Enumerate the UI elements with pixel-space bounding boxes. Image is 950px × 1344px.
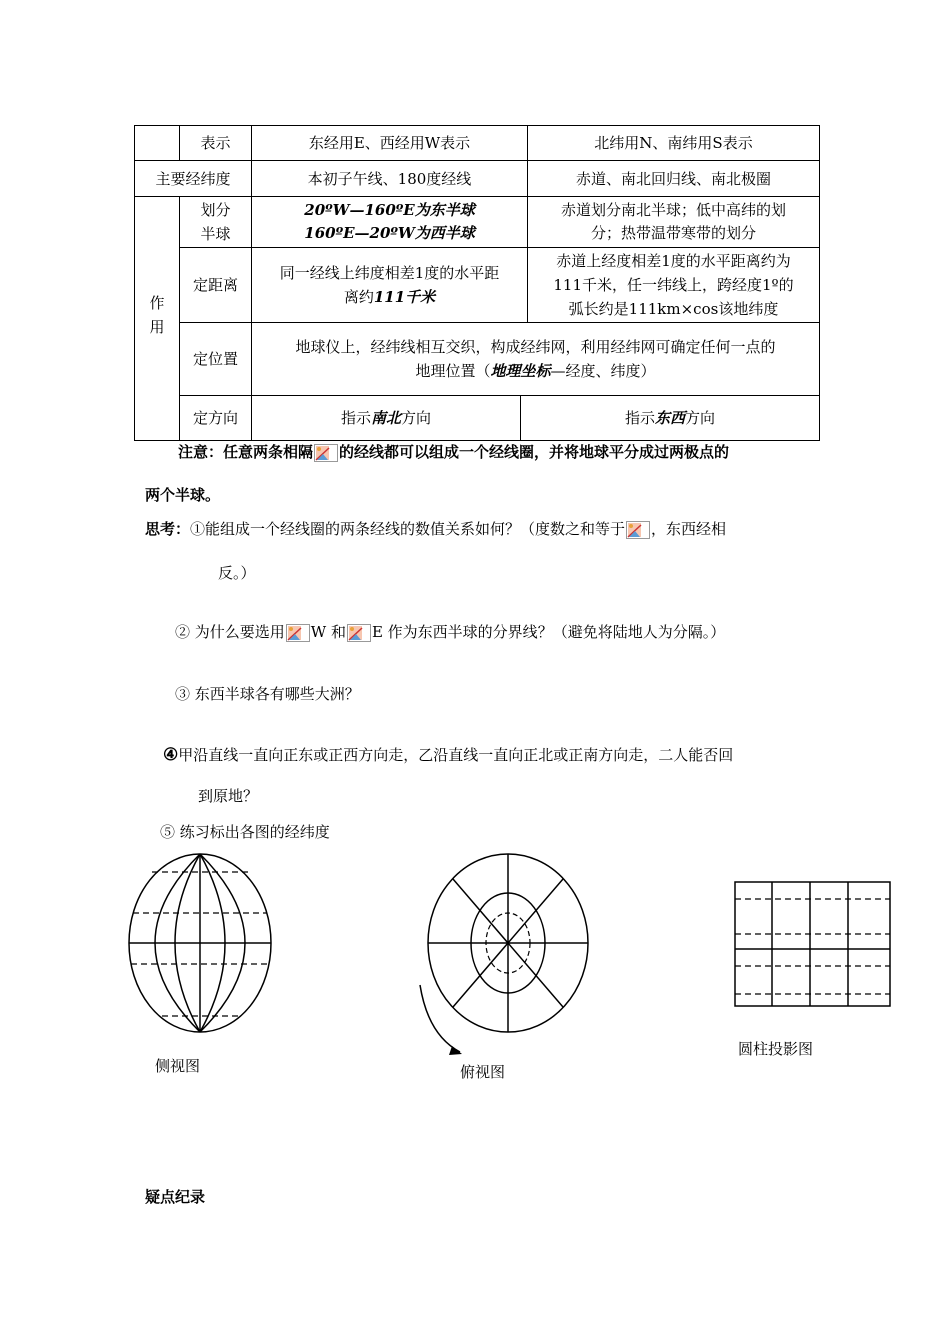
think-q2a: ② 为什么要选用: [175, 623, 285, 641]
top-view-globe: [420, 854, 588, 1055]
note-line-1a: 注意：任意两条相隔: [178, 443, 314, 461]
north-south-term: 南北: [370, 409, 401, 427]
think-q2c: E 作为东西半球的分界线？（避免将陆地人为分隔。）: [371, 623, 726, 641]
row-label-main-lines: 主要经纬度: [155, 169, 231, 188]
row-label-divide-1: 划分: [200, 201, 231, 219]
group-label-char-1: 作: [149, 294, 165, 312]
position-line-2a: 地理位置（: [415, 362, 491, 380]
think-q1a: ①能组成一个经线圈的两条经线的数值关系如何？（度数之和等于: [190, 520, 626, 538]
row-label-position: 定位置: [192, 350, 238, 368]
position-line-1: 地球仪上，经纬线相互交织，构成经纬网，利用经纬网可确定任何一点的: [295, 338, 776, 356]
think-q1b: ，东西经相: [651, 520, 727, 538]
parallel-division-2: 分；热带温带寒带的划分: [590, 224, 756, 242]
parallel-direction-c: 方向: [685, 409, 716, 427]
note-line-2: 两个半球。: [145, 486, 221, 504]
meridian-direction-a: 指示: [340, 409, 371, 427]
row-label-notation: 表示: [200, 134, 231, 152]
think-q2b: W 和: [310, 623, 346, 641]
geo-coordinates-term: 地理坐标: [490, 362, 551, 380]
parallel-distance-2: 111千米，任一纬线上，跨经度1º的: [553, 276, 794, 294]
east-hemisphere-range: 20ºW—160ºE为东半球: [304, 201, 475, 219]
parallel-distance-1: 赤道上经度相差1度的水平距离约为: [556, 252, 791, 270]
think-label: 思考：: [145, 520, 191, 538]
position-line-2c: —经度、纬度）: [550, 362, 656, 380]
main-parallels: 赤道、南北回归线、南北极圈: [575, 169, 771, 188]
note-line-1b: 的经线都可以组成一个经线圈，并将地球平分成过两极点的: [339, 443, 730, 461]
parallel-division-1: 赤道划分南北半球；低中高纬的划: [560, 201, 786, 219]
meridian-distance-1: 同一经线上纬度相差1度的水平距: [279, 264, 500, 282]
top-view-caption: 俯视图: [460, 1063, 506, 1081]
group-label-char-2: 用: [149, 318, 165, 336]
main-meridians: 本初子午线、180度经线: [307, 169, 472, 188]
think-q3: ③ 东西半球各有哪些大洲？: [175, 685, 360, 703]
think-q4-number: ④: [163, 745, 179, 765]
parallel-direction-a: 指示: [624, 409, 655, 427]
row-label-direction: 定方向: [192, 409, 238, 427]
row-label-distance: 定距离: [192, 276, 238, 294]
latitude-notation: 北纬用N、南纬用S表示: [594, 134, 753, 152]
meridian-direction-c: 方向: [401, 409, 432, 427]
west-hemisphere-range: 160ºE—20ºW为西半球: [304, 224, 475, 242]
row-label-divide-2: 半球: [200, 225, 231, 243]
parallel-distance-3: 弧长约是111km×cos该地纬度: [568, 300, 779, 318]
side-view-caption: 侧视图: [155, 1057, 201, 1075]
think-q5: ⑤ 练习标出各图的经纬度: [160, 823, 330, 841]
side-view-globe: [129, 854, 271, 1032]
think-q1-line-2: 反。）: [218, 564, 256, 582]
meridian-distance-2a: 离约: [343, 288, 374, 306]
meridian-distance-value: 111千米: [373, 288, 436, 306]
doubts-record-heading: 疑点纪录: [145, 1188, 206, 1206]
think-q4-line-2: 到原地？: [198, 787, 259, 805]
cylindrical-caption: 圆柱投影图: [738, 1040, 814, 1058]
longitude-notation-text: 东经用E、西经用W表示: [308, 134, 471, 152]
think-q4a: 甲沿直线一直向正东或正西方向走，乙沿直线一直向正北或正南方向走，二人能否回: [178, 746, 734, 764]
east-west-term: 东西: [654, 409, 685, 427]
cylindrical-projection-grid: [735, 882, 890, 1006]
